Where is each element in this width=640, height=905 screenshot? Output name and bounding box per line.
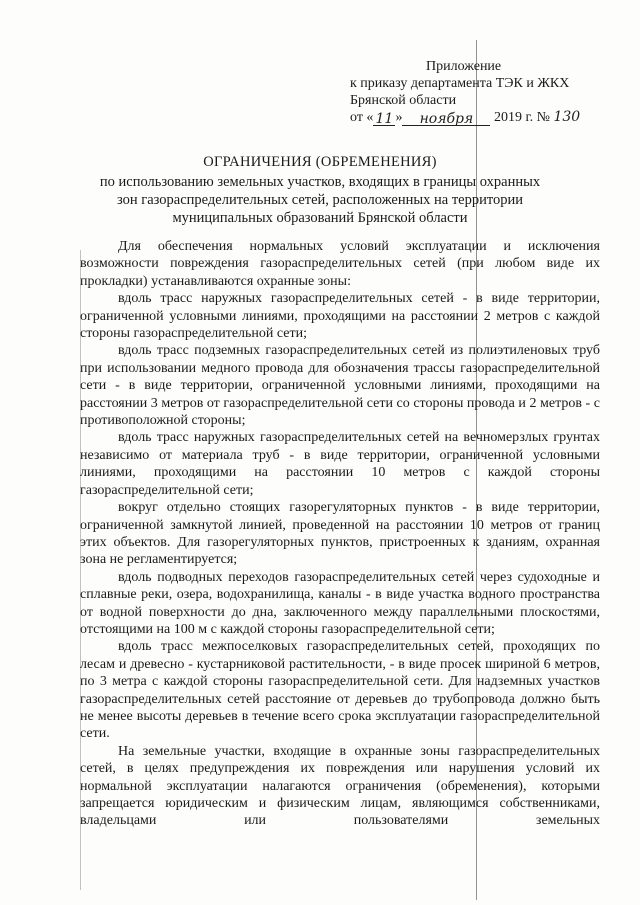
paragraph-regulator-points: вокруг отдельно стоящих газорегуляторных пунктов - в виде территории, ограниченной замкнутой линией, проведенной на расстоянии 10 метров от границ этих объектов. Для газорегуляторных пунктов, пристроенных к зданиям, охранная зона не регламентируется; bbox=[80, 500, 600, 568]
paragraph-intro: Для обеспечения нормальных условий эксплуатации и исключения возможности повреждения газораспределительных сетей (при любом виде их прокладки) устанавливаются охранные зоны: bbox=[80, 239, 600, 289]
date-prefix: от « bbox=[350, 110, 374, 125]
document-title bbox=[0, 153, 640, 227]
handwritten-month: ноября bbox=[419, 111, 474, 127]
paragraph-permafrost-networks: вдоль трасс наружных газораспределительных сетей на вечномерзлых грунтах независимо от материала труб - в виде территории, ограниченной условными линиями, проходящими на расстоянии 10 метров с каждой стороны газораспределительной сети; bbox=[80, 430, 600, 498]
handwritten-order-number: 130 bbox=[553, 109, 581, 125]
title-main: ОГРАНИЧЕНИЯ (ОБРЕМЕНЕНИЯ) bbox=[203, 154, 437, 170]
handwritten-day: 11 bbox=[375, 111, 394, 127]
title-subtitle-line-1: по использованию земельных участков, входящих в границы охранных bbox=[99, 174, 541, 190]
paragraph-forest-networks: вдоль трасс межпоселковых газораспределительных сетей, проходящих по лесам и древесно - кустарниковой растительности, - в виде просек шириной 6 метров, по 3 метра с каждой стороны газораспределительной сети. Для надземных участков газораспределительных сетей расстояние от деревьев до трубопровода должно быть не менее высоты деревьев в течение всего срока эксплуатации газораспределительной сети. bbox=[80, 639, 600, 742]
order-date-line bbox=[350, 109, 620, 126]
date-quote: » bbox=[395, 110, 403, 125]
appendix-label: Приложение bbox=[426, 59, 502, 74]
paragraph-outdoor-networks: вдоль трасс наружных газораспределительных сетей - в виде территории, ограниченной условными линиями, проходящими на расстоянии 2 метров с каждой стороны газораспределительной сети; bbox=[80, 291, 600, 342]
paragraph-underwater-crossings: вдоль подводных переходов газораспределительных сетей через судоходные и сплавные реки, озера, водохранилища, каналы - в виде участка водного пространства от водной поверхности до дна, заключенного между параллельными плоскостями, отстоящими на 100 м с каждой стороны газораспределительной сети; bbox=[80, 569, 600, 637]
title-subtitle-line-3: муниципальных образований Брянской области bbox=[172, 210, 468, 226]
paragraph-restrictions: На земельные участки, входящие в охранные зоны газораспределительных сетей, в целях предупреждения их повреждения или нарушения условий их нормальной эксплуатации налагаются ограничения (обременения), которыми запрещается юридическим и физическим лицам, являющимся собственниками, владельцами или пользователями земельных bbox=[80, 743, 600, 829]
paragraph-underground-networks: вдоль трасс подземных газораспределительных сетей из полиэтиленовых труб при использовании медного провода для обозначения трассы газораспределительной сети - в виде территории, ограниченной условными линиями, проходящими на расстоянии 3 метров от газораспределительной сети со стороны провода и 2 метров - с противоположной стороны; bbox=[80, 343, 600, 429]
document-body bbox=[80, 238, 600, 830]
order-reference: к приказу департамента ТЭК и ЖКХ bbox=[350, 76, 570, 91]
title-subtitle-line-2: зон газораспределительных сетей, расположенных на территории bbox=[116, 192, 524, 208]
region-name: Брянской области bbox=[350, 93, 457, 108]
appendix-header bbox=[350, 58, 620, 126]
order-year: 2019 г. № bbox=[493, 110, 550, 125]
